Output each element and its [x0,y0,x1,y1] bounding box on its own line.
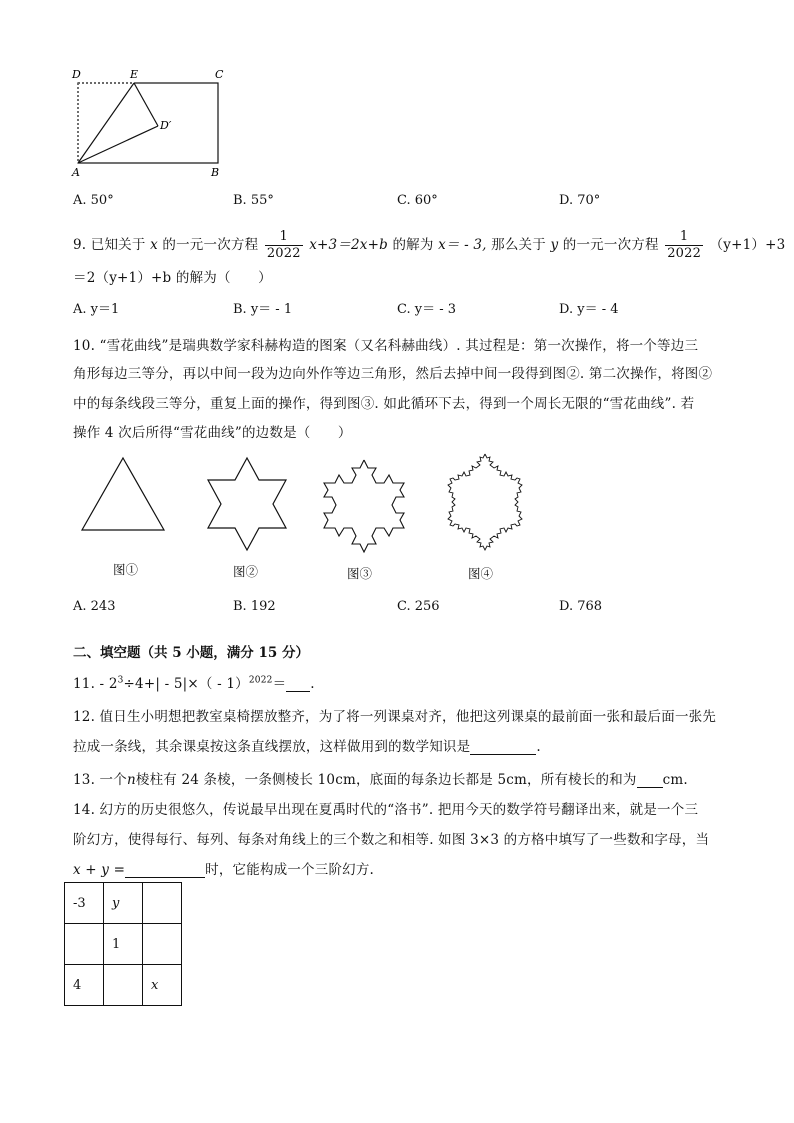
triangle-shape [82,458,164,530]
q14-expression: x + y = [73,862,126,878]
q8-figure [70,66,230,178]
q9-fraction-1 [265,229,303,262]
q9-line2-text: 的解为（ ） [175,270,272,286]
rectangle-abcd [78,83,218,163]
q14-magic-square [64,882,182,1006]
magic-square-cell: 1 [104,924,143,965]
q10-figure-4-koch [438,452,532,552]
q9-stem-line2 [73,266,272,286]
q10-figure-3-koch [318,458,410,554]
segment-ad-prime [78,126,158,163]
q12-line2-text: 拉成一条线，其余课桌按这条直线摆放，这样做用到的数学知识是 [73,739,471,755]
q9-line2-expr: ＝2（y+1）+b [73,270,172,286]
q10-stem-line1: 10. “雪花曲线”是瑞典数学家科赫构造的图案（又名科赫曲线）. 其过程是：第一次操作，将一个等边三 [73,338,699,354]
q13-unit: cm. [662,772,688,788]
label-d: D [72,68,81,81]
q9-prefix: 9. 已知关于 [73,237,146,253]
q8-option-a[interactable]: A. 50° [73,193,114,208]
q10-figure-2-star [202,456,292,552]
q13-stem [73,768,688,788]
magic-square-cell [104,965,143,1006]
q9-stem-line1 [73,228,785,262]
q8-option-c[interactable]: C. 60° [397,193,438,208]
label-e: E [130,68,139,81]
q10-option-c[interactable]: C. 256 [397,599,440,614]
q8-option-d[interactable]: D. 70° [559,193,601,208]
q9-option-a[interactable]: A. y＝1 [73,302,120,317]
star-shape [208,458,286,550]
q10-option-a[interactable]: A. 243 [73,599,116,614]
q9-var-x: x [150,237,158,253]
magic-square-cell [65,924,104,965]
magic-square-cell: x [143,965,182,1006]
q11-exponent-3: 3 [117,675,124,686]
q14-line3-text: 时，它能构成一个三阶幻方. [205,862,375,878]
q10-figure-1-triangle [80,456,166,532]
q13-var-n: n [126,772,136,788]
q10-caption-2: 图② [233,564,259,579]
magic-square-cell: y [104,883,143,924]
section-2-title: 二、填空题（共 5 小题，满分 15 分） [73,645,309,661]
magic-square-row-3 [65,965,182,1006]
q9-mid3: 那么关于 [491,237,546,253]
q10-option-d[interactable]: D. 768 [559,599,603,614]
q10-option-b[interactable]: B. 192 [233,599,276,614]
q9-frac1-num: 1 [265,229,303,246]
q11-answer-blank[interactable] [286,677,310,692]
q10-stem-line3: 中的每条线段三等分，重复上面的操作，得到图③. 如此循环下去，得到一个周长无限的“雪花曲线”. 若 [73,396,695,412]
q12-answer-blank[interactable] [470,740,536,755]
q9-var-y: y [550,237,559,253]
label-d-prime: D′ [160,119,172,132]
q14-stem-line3 [73,858,374,878]
q13-prefix: 13. 一个 [73,772,127,788]
q9-fraction-2 [665,229,703,262]
q9-mid4: 的一元一次方程 [562,237,659,253]
koch-level3-shape [448,454,522,550]
segment-ae [78,83,134,163]
magic-square-row-1 [65,883,182,924]
magic-square-cell: 4 [65,965,104,1006]
q11-end: . [310,676,315,692]
q11-equals: ＝ [272,676,287,692]
q11-prefix: 11. - 2 [73,676,118,692]
magic-square-cell [143,924,182,965]
q13-text: 棱柱有 24 条棱，一条侧棱长 10cm，底面的每条边长都是 5cm，所有棱长的和为 [135,772,637,788]
label-c: C [215,68,224,81]
q9-option-d[interactable]: D. y＝ - 4 [559,302,619,317]
q11-mid: ÷4+| - 5|×（ - 1） [123,676,249,692]
q14-answer-blank[interactable] [125,863,205,878]
segment-ed-prime [134,83,158,126]
q9-option-c[interactable]: C. y＝ - 3 [397,302,457,317]
label-a: A [72,166,80,178]
koch-level2-shape [324,460,404,552]
q10-caption-4: 图④ [468,566,494,581]
q10-caption-3: 图③ [347,566,373,581]
q9-expr1: x+3＝2x+b [309,237,388,253]
q11-stem [73,672,315,692]
q9-frac2-num: 1 [665,229,703,246]
q14-stem-line2: 阶幻方，使得每行、每列、每条对角线上的三个数之和相等. 如图 3×3 的方格中填写了一些数和字母，当 [73,832,710,848]
magic-square-row-2 [65,924,182,965]
q9-frac1-den: 2022 [266,246,301,261]
q10-caption-1: 图① [113,562,139,577]
magic-square-cell: -3 [65,883,104,924]
q9-solution: x＝ - 3, [438,237,487,253]
q12-stem-line1: 12. 值日生小明想把教室桌椅摆放整齐，为了将一列课桌对齐，他把这列课桌的最前面一张和最后面一张先 [73,709,717,725]
q13-answer-blank[interactable] [637,773,663,788]
q9-mid1: 的一元一次方程 [162,237,259,253]
q9-frac2-den: 2022 [667,246,702,261]
q9-expr2: （y+1）+3 [709,237,786,253]
q8-option-b[interactable]: B. 55° [233,193,274,208]
q12-stem-line2 [73,735,541,755]
q10-stem-line2: 角形每边三等分，再以中间一段为边向外作等边三角形，然后去掉中间一段得到图②. 第二次操作，将图② [73,366,713,382]
q10-stem-line4: 操作 4 次后所得“雪花曲线”的边数是（ ） [73,425,352,441]
q9-option-b[interactable]: B. y＝ - 1 [233,302,293,317]
magic-square-cell [143,883,182,924]
q9-mid2: 的解为 [392,237,434,253]
q14-stem-line1: 14. 幻方的历史很悠久，传说最早出现在夏禹时代的“洛书”. 把用今天的数学符号翻译出来，就是一个三 [73,802,699,818]
q11-exponent-2022: 2022 [248,675,273,686]
q12-end: . [536,739,541,755]
label-b: B [211,166,220,178]
